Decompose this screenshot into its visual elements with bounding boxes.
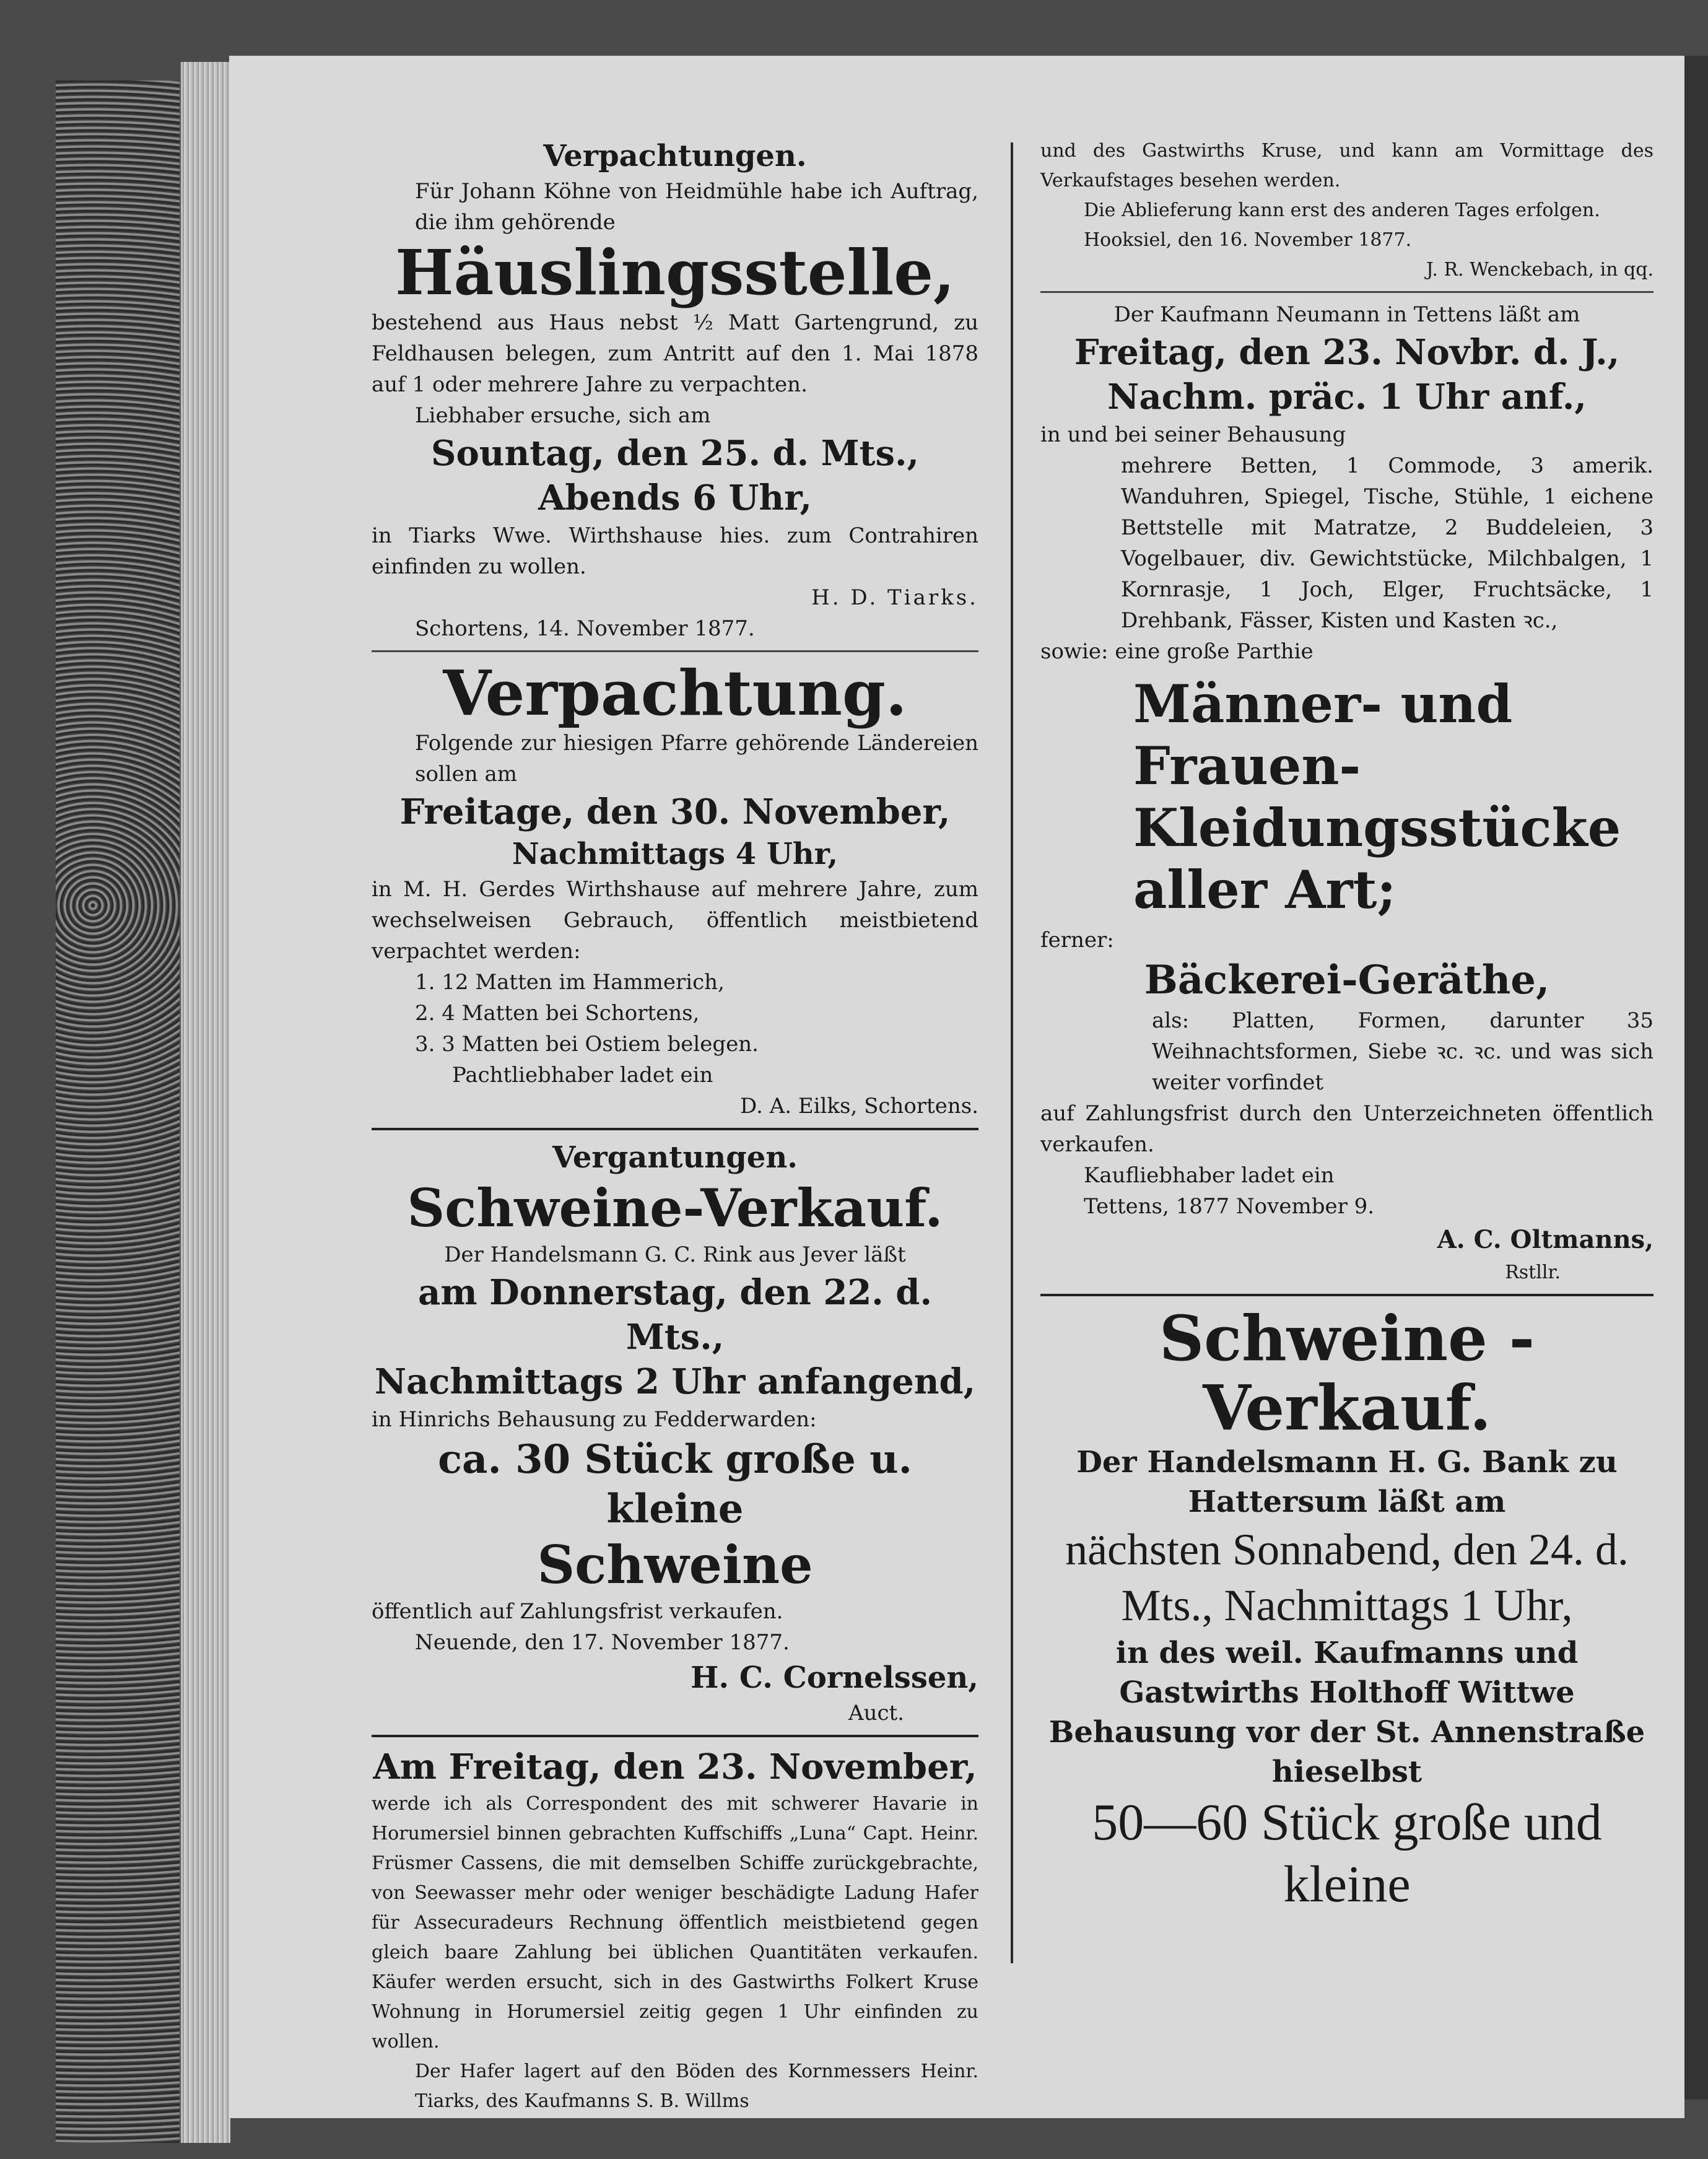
ad-title: Häuslingsstelle, <box>395 236 955 309</box>
ad-invite: Pachtliebhaber ladet ein <box>452 1063 713 1088</box>
ad-schweine-verkauf-rink <box>372 1138 978 1729</box>
list-item: 1. 12 Matten im Hammerich, <box>415 970 725 995</box>
next-page-edge <box>1684 56 1708 2100</box>
ad-dateline: Tettens, 1877 November 9. <box>1084 1194 1375 1219</box>
ad-signer: H. C. Cornelssen, <box>691 1660 978 1695</box>
right-column <box>1040 136 1654 1916</box>
ad-verpachtung <box>372 658 978 1122</box>
ad-date: Sountag, den 25. d. Mts., <box>431 433 919 474</box>
ad-date: nächsten Sonnabend, den 24. d. Mts., Nachmittags 1 Uhr, <box>1065 1525 1629 1630</box>
ad-signer-title: Rstllr. <box>1505 1262 1561 1283</box>
ad-intro: Für Johann Köhne von Heidmühle habe ich Auftrag, die ihm gehörende <box>415 179 978 235</box>
ad-place: in Hinrichs Behausung zu Fedderwarden: <box>372 1407 817 1432</box>
book-spine <box>56 81 183 2143</box>
ad-further: ferner: <box>1040 928 1114 953</box>
ad-time: Nachmittags 4 Uhr, <box>512 837 839 871</box>
ad-separator <box>372 1128 978 1130</box>
ad-signer-title: Auct. <box>848 1701 904 1725</box>
list-item: 2. 4 Matten bei Schortens, <box>415 1001 700 1026</box>
ad-dateline: Hooksiel, den 16. November 1877. <box>1084 229 1412 251</box>
ad-item: Schweine <box>537 1534 813 1595</box>
ad-list: mehrere Betten, 1 Commode, 3 amerik. Wanduhren, Spiegel, Tische, Stühle, 1 eichene Bettstelle mit Matratze, 2 Buddeleien, 3 Vogelbauer, div. Gewichtstücke, Milchbalgen, 1 Kornrasje, 1 Joch, Elger, Fruchtsäcke, 1 Drehbank, Fässer, Kisten und Kasten ꝛc., <box>1121 453 1654 633</box>
ad-body: und des Gastwirths Kruse, und kann am Vormittage des Verkaufstages besehen werden. <box>1040 140 1654 191</box>
ad-intro: Der Kaufmann Neumann in Tettens läßt am <box>1113 302 1580 327</box>
ad-signer: A. C. Oltmanns, <box>1437 1225 1654 1254</box>
ad-signer: H. D. Tiarks. <box>811 585 978 610</box>
column-divider <box>1011 142 1013 1963</box>
ad-neumann-tettens <box>1040 299 1654 1288</box>
ad-separator <box>1040 1294 1654 1296</box>
ad-title: Schweine - Verkauf. <box>1159 1302 1535 1444</box>
ad-quantity: 50—60 Stück große und kleine <box>1092 1794 1602 1913</box>
ad-big-item: Männer- und Frauen-Kleidungsstücke aller Art; <box>1133 673 1621 920</box>
ad-time: Nachmittags 2 Uhr anfangend, <box>374 1361 976 1402</box>
ad-time: Abends 6 Uhr, <box>538 478 813 518</box>
list-item: 3. 3 Matten bei Ostiem belegen. <box>415 1032 759 1057</box>
ad-signer: J. R. Wenckebach, in qq. <box>1426 259 1654 281</box>
ad-body: in M. H. Gerdes Wirthshause auf mehrere Jahre, zum wechselweisen Gebrauch, öffentlich meistbietend verpachtet werden: <box>372 877 978 964</box>
ad-separator <box>1040 291 1654 293</box>
ad-separator <box>372 650 978 652</box>
ad-body: bestehend aus Haus nebst ½ Matt Gartengrund, zu Feldhausen belegen, zum Antritt auf den 1. Mai 1878 auf 1 oder mehrere Jahre zu verpachten. <box>372 310 978 397</box>
page-edges <box>180 62 230 2143</box>
ad-hafer-verkauf <box>372 1745 978 2116</box>
ad-date: Freitag, den 23. Novbr. d. J., <box>1074 332 1620 373</box>
ad-separator <box>372 1735 978 1737</box>
ad-time: Nachm. präc. 1 Uhr anf., <box>1107 377 1587 417</box>
ad-invite: Kaufliebhaber ladet ein <box>1084 1163 1335 1188</box>
ad-title: Am Freitag, den 23. November, <box>373 1747 977 1787</box>
section-heading: Verpachtungen. <box>543 139 807 173</box>
ad-body: öffentlich auf Zahlungsfrist verkaufen. <box>372 1599 783 1624</box>
ad-as: als: Platten, Formen, darunter 35 Weihnachtsformen, Siebe ꝛc. ꝛc. und was sich weiter vorfindet <box>1152 1008 1654 1095</box>
ad-verpachtungen <box>372 136 978 644</box>
ad-title: Verpachtung. <box>443 656 907 730</box>
ad-body: werde ich als Correspondent des mit schwerer Havarie in Horumersiel binnen gebrachten Kuffschiffs „Luna“ Capt. Heinr. Früsmer Cassens, die mit demselben Schiffe zurückgebrachte, von Seewasser mehr oder weniger beschädigte Ladung Hafer für Assecuradeurs Rechnung öffentlich meistbietend gegen gleich baare Zahlung bei üblichen Quantitäten verkaufen. Käufer werden ersucht, sich in des Gastwirths Folkert Kruse Wohnung in Horumersiel zeitig gegen 1 Uhr einfinden zu wollen. <box>372 1793 978 2052</box>
ad-also: sowie: eine große Parthie <box>1040 639 1314 664</box>
ad-body-cont: Der Hafer lagert auf den Böden des Kornmessers Heinr. Tiarks, des Kaufmanns S. B. Willms <box>415 2061 978 2112</box>
ad-hafer-continued <box>1040 136 1654 285</box>
ad-signer: D. A. Eilks, Schortens. <box>740 1094 978 1119</box>
ad-intro: Der Handelsmann H. G. Bank zu Hattersum läßt am <box>1076 1445 1618 1519</box>
left-column <box>372 136 978 2116</box>
ad-date: Freitage, den 30. November, <box>399 792 951 832</box>
ad-intro: Folgende zur hiesigen Pfarre gehörende Ländereien sollen am <box>415 731 978 787</box>
ad-terms: auf Zahlungsfrist durch den Unterzeichneten öffentlich verkaufen. <box>1040 1101 1654 1157</box>
ad-big-item-2: Bäckerei-Geräthe, <box>1144 957 1550 1003</box>
ad-date: am Donnerstag, den 22. d. Mts., <box>418 1272 932 1358</box>
ad-place: in und bei seiner Behausung <box>1040 422 1346 447</box>
ad-place: in des weil. Kaufmanns und Gastwirths Holthoff Wittwe Behausung vor der St. Annenstraße hieselbst <box>1048 1636 1645 1789</box>
ad-quantity: ca. 30 Stück große u. kleine <box>438 1436 912 1532</box>
ad-schweine-verkauf-bank <box>1040 1304 1654 1916</box>
ad-invite: Liebhaber ersuche, sich am <box>415 403 711 428</box>
ad-body-cont: Die Ablieferung kann erst des anderen Tages erfolgen. <box>1084 199 1600 221</box>
ad-intro: Der Handelsmann G. C. Rink aus Jever läßt <box>444 1242 906 1267</box>
section-heading: Vergantungen. <box>552 1140 798 1175</box>
ad-title: Schweine-Verkauf. <box>407 1177 943 1239</box>
ad-dateline: Schortens, 14. November 1877. <box>415 616 755 641</box>
ad-dateline: Neuende, den 17. November 1877. <box>415 1630 790 1655</box>
ad-place: in Tiarks Wwe. Wirthshause hies. zum Contrahiren einfinden zu wollen. <box>372 523 978 579</box>
